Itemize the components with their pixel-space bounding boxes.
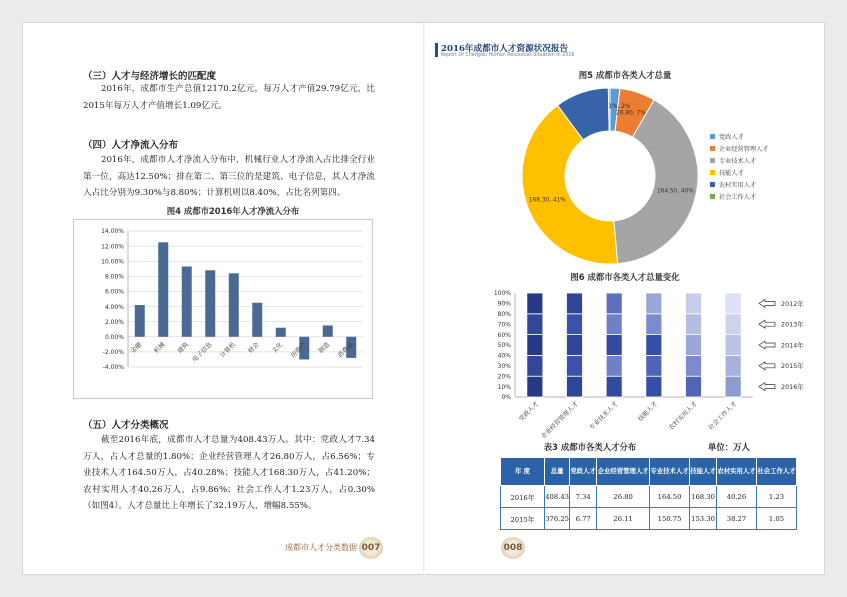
fig6-bar-segment bbox=[646, 355, 662, 376]
fig6-ytick-label: 70% bbox=[497, 321, 511, 329]
page-number-right: 008 bbox=[501, 537, 525, 559]
fig4-ytick-label: 4.00% bbox=[104, 303, 124, 311]
fig6-category-label: 技能人才 bbox=[636, 400, 660, 423]
figure4-title: 图4 成都市2016年人才净流入分布 bbox=[166, 206, 300, 216]
section5-text: 截至2016年底，成都市人才总量为408.43万人。其中：党政人才7.34万人，占人才总量的1.80%；企业经营管理人才26.80万人，占6.56%；专业技术人才164.50万人，占40.28%；技能人才168.30万人，占41.20%；农村实用人才40.26万人，占9.86%；社会工作人才1.23万人，占0.30%（如图4）。人才总量比上年增长了32.19万人，增幅8.55%。 bbox=[83, 435, 375, 511]
fig6-bar-segment bbox=[606, 376, 622, 397]
fig6-bar-segment bbox=[527, 314, 543, 335]
fig5-legend-label: 企业经营管理人才 bbox=[719, 145, 769, 153]
running-header-subtitle: Report Of Chengdu Human Resources Situation In 2016 bbox=[441, 53, 575, 58]
fig6-bar-segment bbox=[725, 335, 741, 356]
table3-cell: 26.80 bbox=[597, 486, 650, 508]
fig4-bar bbox=[135, 305, 145, 337]
fig6-category-label: 农村实用人才 bbox=[667, 400, 699, 432]
table3-cell: 408.43 bbox=[545, 486, 570, 508]
fig6-bar-segment bbox=[606, 355, 622, 376]
arrow-left-icon bbox=[759, 341, 775, 349]
table-row bbox=[501, 486, 797, 508]
page-footer-title: 成都市人才分类数据 bbox=[285, 543, 357, 552]
fig6-bar-segment bbox=[646, 293, 662, 314]
fig4-category-label: 计算机 bbox=[219, 341, 238, 360]
fig4-category-label: 文化 bbox=[270, 341, 285, 355]
fig4-ytick-label: 14.00% bbox=[101, 228, 124, 236]
arrow-left-icon bbox=[759, 383, 775, 391]
fig4-ytick-label: 2.00% bbox=[104, 318, 124, 326]
fig5-legend-item bbox=[710, 130, 769, 142]
fig6-ytick-label: 0% bbox=[501, 394, 511, 402]
fig5-legend-swatch bbox=[710, 134, 715, 139]
fig6-bar-segment bbox=[606, 293, 622, 314]
fig6-bar-segment bbox=[686, 376, 702, 397]
fig5-legend-swatch bbox=[710, 194, 715, 199]
fig6-bar-segment bbox=[567, 293, 583, 314]
fig6-bar-segment bbox=[725, 376, 741, 397]
fig6-bar-segment bbox=[567, 355, 583, 376]
section3-title: （三）人才与经济增长的匹配度 bbox=[83, 71, 217, 82]
table3-cell: 150.75 bbox=[650, 508, 690, 530]
table3-header-cell: 社会工作人才 bbox=[756, 458, 796, 486]
fig5-legend-label: 社会工作人才 bbox=[719, 193, 757, 201]
fig6-bar-segment bbox=[567, 335, 583, 356]
fig6-bar-segment bbox=[686, 355, 702, 376]
figure4-bar-chart bbox=[73, 219, 373, 399]
fig4-ytick-label: 0.00% bbox=[104, 333, 124, 341]
fig6-bar-segment bbox=[725, 293, 741, 314]
fig5-legend-item bbox=[710, 178, 769, 190]
section3-text: 2016年，成都市生产总值12170.2亿元，每万人才产值29.79亿元，比2015年每万人才产值增长1.09亿元。 bbox=[83, 84, 375, 111]
fig5-slice-label: 26.80, 7% bbox=[616, 110, 646, 117]
fig4-bar bbox=[205, 270, 215, 336]
fig4-category-label: 建筑 bbox=[176, 341, 191, 355]
fig6-bar-segment bbox=[527, 355, 543, 376]
fig4-bar bbox=[323, 325, 333, 336]
fig6-legend-label: 2016年 bbox=[781, 383, 804, 391]
running-header-title: 2016年成都市人才资源状况报告 bbox=[441, 44, 569, 54]
arrow-left-icon bbox=[759, 362, 775, 370]
fig6-category-label: 社会工作人才 bbox=[707, 400, 739, 432]
table3 bbox=[500, 457, 797, 530]
fig6-bar-segment bbox=[567, 376, 583, 397]
fig6-bar-segment bbox=[527, 335, 543, 356]
fig6-bar-segment bbox=[646, 376, 662, 397]
fig4-ytick-label: -4.00% bbox=[102, 364, 124, 372]
fig6-ytick-label: 90% bbox=[497, 300, 511, 308]
fig4-ytick-label: 8.00% bbox=[104, 273, 124, 281]
fig5-legend-label: 党政人才 bbox=[719, 133, 744, 141]
table3-cell: 1.05 bbox=[756, 508, 796, 530]
fig6-legend-label: 2014年 bbox=[781, 341, 804, 350]
fig4-bar bbox=[276, 328, 286, 337]
table3-cell: 164.50 bbox=[650, 486, 690, 508]
table3-cell: 1.23 bbox=[756, 486, 796, 508]
fig5-legend-item bbox=[710, 142, 769, 154]
table3-cell: 168.30 bbox=[690, 486, 717, 508]
figure6-stacked-bar-chart bbox=[475, 285, 820, 440]
table3-cell: 40.26 bbox=[717, 486, 757, 508]
table-row bbox=[501, 508, 797, 530]
left-page bbox=[23, 23, 424, 576]
fig6-bar-segment bbox=[606, 314, 622, 335]
fig4-ytick-label: 10.00% bbox=[101, 258, 124, 266]
fig4-category-label: 机械 bbox=[152, 341, 167, 355]
figure5-title: 图5 成都市各类人才总量 bbox=[578, 70, 672, 80]
header-accent-bar bbox=[435, 43, 438, 57]
fig6-bar-segment bbox=[725, 314, 741, 335]
fig6-ytick-label: 100% bbox=[493, 290, 511, 298]
fig6-category-label: 党政人才 bbox=[517, 400, 541, 423]
arrow-left-icon bbox=[759, 320, 775, 328]
fig4-category-label: 房地产 bbox=[289, 341, 308, 360]
fig5-legend-swatch bbox=[710, 182, 715, 187]
table3-cell: 153.30 bbox=[690, 508, 717, 530]
section4-text: 2016年，成都市人才净流入分布中，机械行业人才净流入占比排全行业第一位，高达12.50%；排在第二、第三位的是建筑、电子信息，其人才净流入占比分别为9.30%与8.80%；计算机则以8.40%，占比名列第四。 bbox=[83, 155, 375, 198]
table3-cell: 376.25 bbox=[545, 508, 570, 530]
fig5-legend-label: 农村实用人才 bbox=[719, 181, 757, 189]
table3-title: 表3 成都市各类人才分布 bbox=[543, 442, 637, 452]
fig4-bar bbox=[182, 267, 192, 337]
fig5-legend-item bbox=[710, 154, 769, 166]
table3-unit: 单位：万人 bbox=[708, 442, 750, 452]
figure5-donut-chart bbox=[515, 81, 705, 271]
fig4-ytick-label: 12.00% bbox=[101, 243, 124, 251]
table3-cell: 38.27 bbox=[717, 508, 757, 530]
fig5-slice-label: 168.30, 41% bbox=[528, 197, 566, 204]
fig4-bar bbox=[229, 273, 239, 336]
table3-cell: 2016年 bbox=[501, 486, 545, 508]
fig6-bar-segment bbox=[646, 335, 662, 356]
fig6-bar-segment bbox=[646, 314, 662, 335]
table3-cell: 26.11 bbox=[597, 508, 650, 530]
fig4-category-label: 制造 bbox=[317, 341, 332, 355]
fig6-category-label: 企业经营管理人才 bbox=[539, 400, 580, 440]
document-spread bbox=[22, 22, 825, 575]
fig6-ytick-label: 40% bbox=[497, 352, 511, 360]
table3-header-cell: 专业技术人才 bbox=[650, 458, 690, 486]
fig5-slice-label: 164.50, 40% bbox=[656, 188, 694, 195]
table3-cell: 2015年 bbox=[501, 508, 545, 530]
fig5-legend-item bbox=[710, 190, 769, 202]
fig6-ytick-label: 10% bbox=[497, 383, 511, 391]
fig6-bar-segment bbox=[527, 293, 543, 314]
arrow-left-icon bbox=[759, 299, 775, 307]
fig6-bar-segment bbox=[527, 376, 543, 397]
fig6-ytick-label: 30% bbox=[497, 363, 511, 370]
fig4-ytick-label: 6.00% bbox=[104, 288, 124, 296]
right-page bbox=[425, 23, 826, 576]
fig4-category-label: 电子信息 bbox=[191, 341, 214, 364]
fig6-bar-segment bbox=[686, 314, 702, 335]
table3-cell: 7.34 bbox=[570, 486, 597, 508]
fig4-category-label: 金融 bbox=[129, 341, 144, 355]
table3-header-cell: 总量 bbox=[545, 458, 570, 486]
table3-cell: 6.77 bbox=[570, 508, 597, 530]
fig6-ytick-label: 20% bbox=[497, 373, 511, 381]
fig5-slice-label: 1%, 2% bbox=[608, 104, 631, 111]
fig5-legend-label: 技能人才 bbox=[719, 169, 744, 177]
table3-header-cell: 党政人才 bbox=[570, 458, 597, 486]
fig6-legend-label: 2012年 bbox=[781, 299, 804, 308]
fig4-bar bbox=[158, 242, 168, 336]
fig4-category-label: 财会 bbox=[246, 341, 261, 355]
fig5-legend-swatch bbox=[710, 158, 715, 163]
figure5-legend bbox=[710, 130, 769, 202]
table3-header-cell: 技能人才 bbox=[690, 458, 717, 486]
fig6-legend-label: 2015年 bbox=[781, 362, 804, 371]
fig6-legend-label: 2013年 bbox=[781, 320, 804, 329]
fig5-legend-label: 专业技术人才 bbox=[719, 157, 757, 165]
fig5-legend-swatch bbox=[710, 170, 715, 175]
fig6-bar-segment bbox=[686, 335, 702, 356]
fig4-ytick-label: -2.00% bbox=[102, 349, 124, 357]
fig6-bar-segment bbox=[567, 314, 583, 335]
figure6-title: 图6 成都市各类人才总量变化 bbox=[570, 272, 680, 282]
fig4-bar bbox=[252, 303, 262, 337]
fig6-ytick-label: 80% bbox=[497, 311, 511, 318]
fig6-ytick-label: 60% bbox=[497, 331, 511, 339]
fig5-legend-item bbox=[710, 166, 769, 178]
fig6-bar-segment bbox=[725, 355, 741, 376]
fig4-category-label: 消费品 bbox=[336, 341, 355, 360]
section5-title: （五）人才分类概况 bbox=[83, 420, 169, 431]
page-number-left: 007 bbox=[359, 537, 383, 559]
section4-title: （四）人才净流入分布 bbox=[83, 140, 179, 151]
fig6-bar-segment bbox=[606, 335, 622, 356]
table3-header-cell: 农村实用人才 bbox=[717, 458, 757, 486]
fig6-bar-segment bbox=[686, 293, 702, 314]
table3-header-cell: 年 度 bbox=[501, 458, 545, 486]
fig6-category-label: 专业技术人才 bbox=[588, 400, 620, 432]
table3-header-cell: 企业经营管理人才 bbox=[597, 458, 650, 486]
fig5-legend-swatch bbox=[710, 146, 715, 151]
fig6-ytick-label: 50% bbox=[497, 342, 511, 350]
